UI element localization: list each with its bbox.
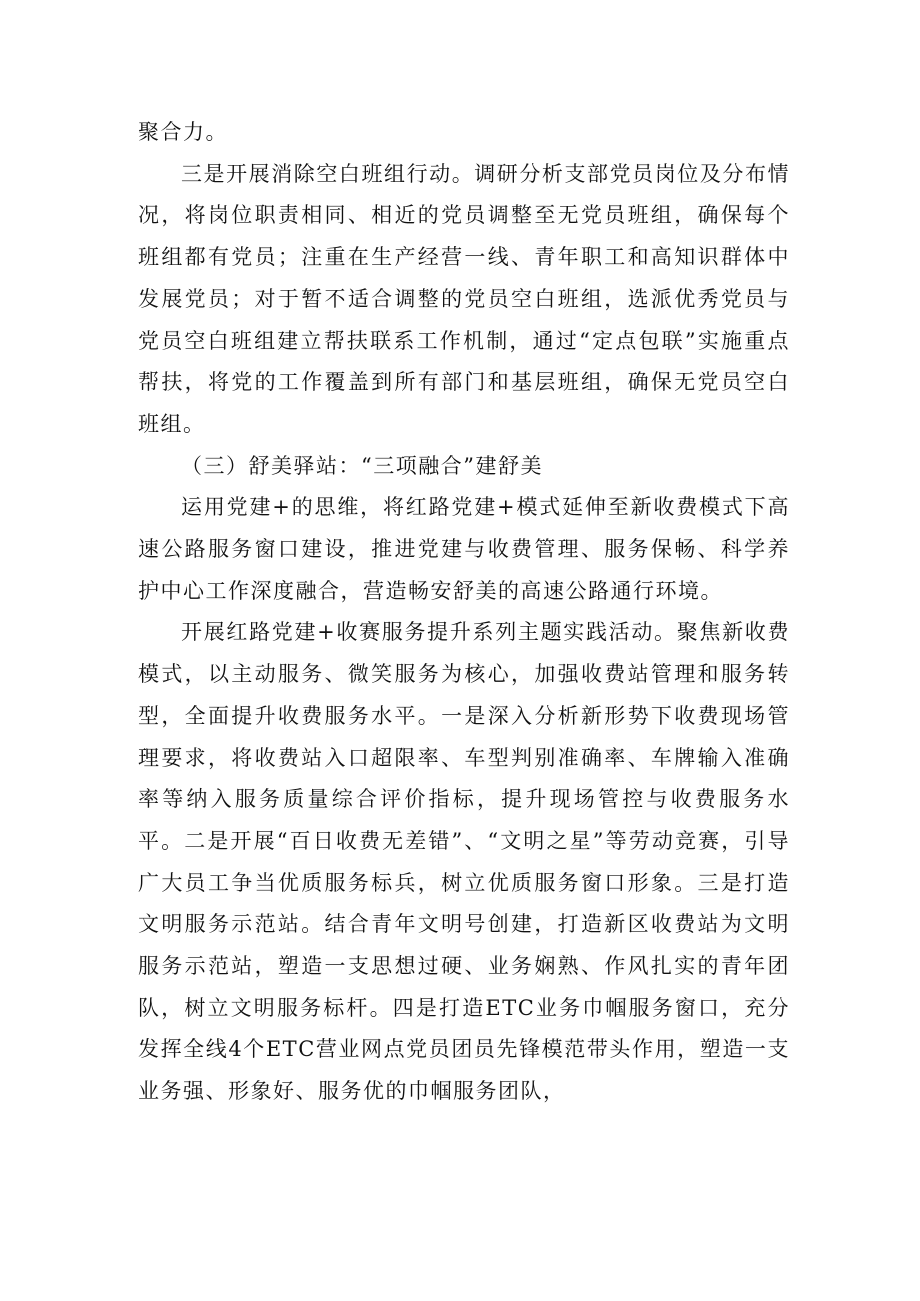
paragraph-party-building-plus: 运用党建+的思维，将红路党建+模式延伸至新收费模式下高速公路服务窗口建设，推进党建与收费管理、服务保畅、科学养护中心工作深度融合，营造畅安舒美的高速公路通行环境。 (138, 495, 790, 603)
paragraph-continuation: 聚合力。 (138, 120, 228, 144)
section-heading: （三）舒美驿站：“三项融合”建舒美 (181, 453, 543, 478)
paragraph-blank-team-action: 三是开展消除空白班组行动。调研分析支部党员岗位及分布情况，将岗位职责相同、相近的党员调整至无党员班组，确保每个班组都有党员；注重在生产经营一线、青年职工和高知识群体中发展党员；对于暂不适合调整的党员空白班组，选派优秀党员与党员空白班组建立帮扶联系工作机制，通过“定点包联”实施重点帮扶，将党的工作覆盖到所有部门和基层班组，确保无党员空白班组。 (138, 161, 790, 436)
document-body (138, 112, 790, 1113)
paragraph-service-improvement: 开展红路党建+收赛服务提升系列主题实践活动。聚焦新收费模式，以主动服务、微笑服务为核心，加强收费站管理和服务转型，全面提升收费服务水平。一是深入分析新形势下收费现场管理要求，将收费站入口超限率、车型判别准确率、车牌输入准确率等纳入服务质量综合评价指标，提升现场管控与收费服务水平。二是开展“百日收费无差错”、“文明之星”等劳动竞赛，引导广大员工争当优质服务标兵，树立优质服务窗口形象。三是打造文明服务示范站。结合青年文明号创建，打造新区收费站为文明服务示范站，塑造一支思想过硬、业务娴熟、作风扎实的青年团队，树立文明服务标杆。四是打造ETC业务巾帼服务窗口，充分发挥全线4个ETC营业网点党员团员先锋模范带头作用，塑造一支业务强、形象好、服务优的巾帼服务团队， (138, 620, 790, 1104)
